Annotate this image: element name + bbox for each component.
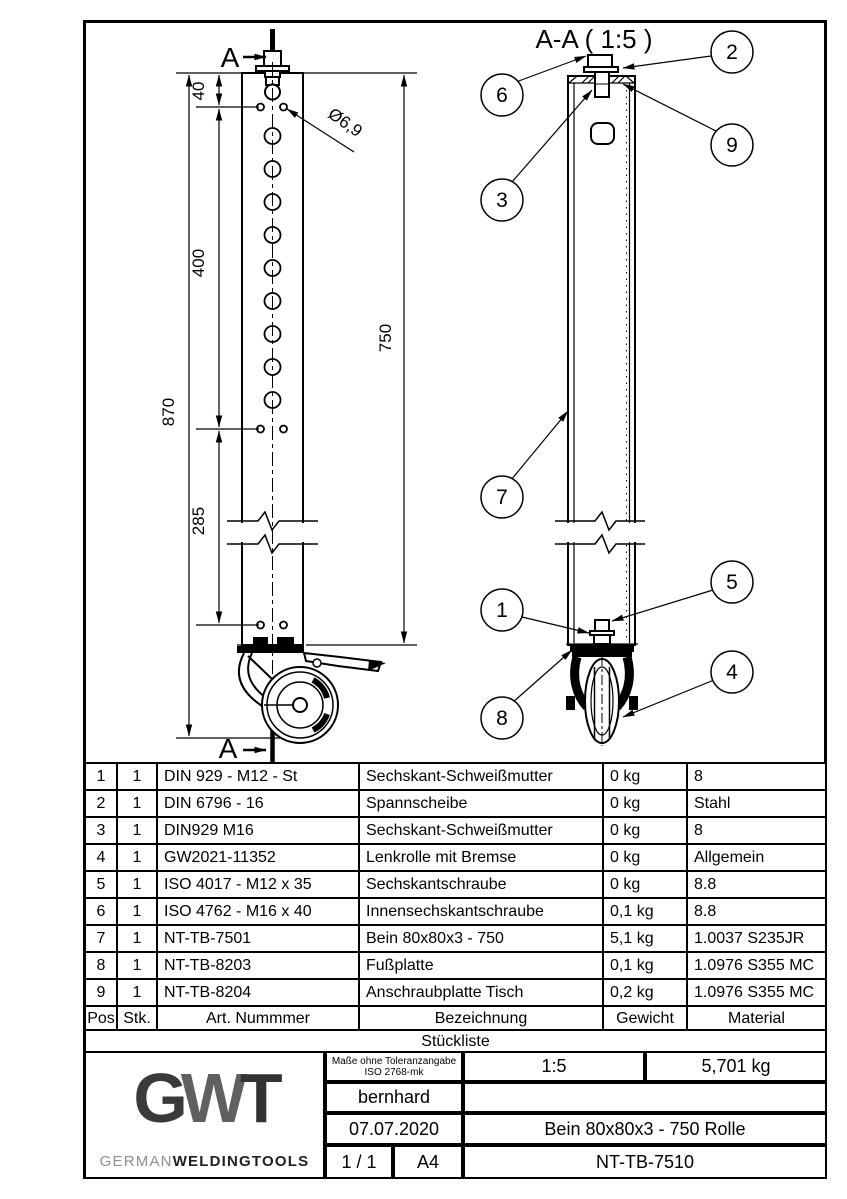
wheel-hub <box>293 698 307 712</box>
cell-art: NT-TB-7501 <box>158 926 360 953</box>
cell-art: DIN 6796 - 16 <box>158 791 360 818</box>
cell-pos: 5 <box>84 872 118 899</box>
cell-qty: 1 <box>118 899 158 926</box>
section-view <box>481 24 753 746</box>
tolerance-note: Maße ohne Toleranzangabe ISO 2768-mk <box>325 1051 463 1082</box>
header-desc: Bezeichnung <box>360 1007 604 1031</box>
drawing-number: NT-TB-7510 <box>463 1145 827 1179</box>
cell-qty: 1 <box>118 953 158 980</box>
cell-weight: 0,1 kg <box>604 953 688 980</box>
cell-weight: 0 kg <box>604 845 688 872</box>
company-name: GERMANWELDINGTOOLS <box>99 1153 310 1170</box>
header-pos: Pos <box>84 1007 118 1031</box>
cell-weight: 0 kg <box>604 818 688 845</box>
parts-list-title: Stückliste <box>84 1031 827 1054</box>
cell-qty: 1 <box>118 764 158 791</box>
screw-head <box>588 55 612 67</box>
cell-desc: Innensechskantschraube <box>360 899 604 926</box>
cell-material: 1.0976 S355 MC <box>688 980 827 1007</box>
cell-pos: 1 <box>84 764 118 791</box>
paper-format: A4 <box>393 1145 463 1179</box>
foot-plate <box>570 645 634 652</box>
cell-weight: 0 kg <box>604 764 688 791</box>
drawing-date: 07.07.2020 <box>325 1113 463 1145</box>
dim-400-label: 400 <box>189 248 208 278</box>
svg-text:A: A <box>218 733 238 763</box>
cell-art: NT-TB-8203 <box>158 953 360 980</box>
cell-art: ISO 4017 - M12 x 35 <box>158 872 360 899</box>
cell-pos: 2 <box>84 791 118 818</box>
cell-pos: 4 <box>84 845 118 872</box>
balloon-2: 2 <box>726 41 738 64</box>
cell-pos: 8 <box>84 953 118 980</box>
dim-870-label: 870 <box>159 397 178 427</box>
bottom-nut <box>594 635 610 644</box>
cell-desc: Fußplatte <box>360 953 604 980</box>
hole-diameter-label: Ø6,9 <box>324 104 366 141</box>
balloon-3: 3 <box>496 189 508 212</box>
title-block <box>84 1051 827 1179</box>
balloon-6: 6 <box>496 84 508 107</box>
bottom-screw-head <box>595 620 609 631</box>
cell-weight: 0 kg <box>604 791 688 818</box>
author-name: bernhard <box>325 1082 463 1113</box>
dim-40-label: 40 <box>189 81 208 101</box>
balloon-7: 7 <box>496 486 508 509</box>
balloon-1: 1 <box>496 599 508 622</box>
cell-desc: Spannscheibe <box>360 791 604 818</box>
front-view <box>159 29 417 763</box>
balloon-5: 5 <box>726 571 738 594</box>
cell-material: Allgemein <box>688 845 827 872</box>
cell-material: 8 <box>688 818 827 845</box>
gwt-logo: GWT <box>133 1059 276 1137</box>
break-gap <box>566 523 637 542</box>
cell-weight: 0,1 kg <box>604 899 688 926</box>
cell-qty: 1 <box>118 818 158 845</box>
balloon-4: 4 <box>726 661 738 684</box>
cell-weight: 0,2 kg <box>604 980 688 1007</box>
cell-art: ISO 4762 - M16 x 40 <box>158 899 360 926</box>
company-logo-cell <box>84 1051 325 1179</box>
cell-qty: 1 <box>118 926 158 953</box>
svg-text:A: A <box>220 42 240 73</box>
header-weight: Gewicht <box>604 1007 688 1031</box>
cell-pos: 7 <box>84 926 118 953</box>
leg-section-outline <box>568 76 635 645</box>
cell-pos: 3 <box>84 818 118 845</box>
cell-art: DIN 929 - M12 - St <box>158 764 360 791</box>
header-qty: Stk. <box>118 1007 158 1031</box>
cell-pos: 6 <box>84 899 118 926</box>
scale-value: 1:5 <box>463 1051 645 1082</box>
cell-qty: 1 <box>118 845 158 872</box>
empty-cell <box>463 1082 827 1113</box>
cell-desc: Sechskantschraube <box>360 872 604 899</box>
cell-qty: 1 <box>118 980 158 1007</box>
parts-list-table <box>84 762 827 1054</box>
cell-qty: 1 <box>118 791 158 818</box>
cell-material: 1.0976 S355 MC <box>688 953 827 980</box>
cell-art: GW2021-11352 <box>158 845 360 872</box>
header-art: Art. Nummmer <box>158 1007 360 1031</box>
cell-material: 1.0037 S235JR <box>688 926 827 953</box>
balloon-9: 9 <box>726 134 738 157</box>
cell-desc: Bein 80x80x3 - 750 <box>360 926 604 953</box>
caster-plate <box>237 646 304 653</box>
cell-pos: 9 <box>84 980 118 1007</box>
cell-art: NT-TB-8204 <box>158 980 360 1007</box>
cell-art: DIN929 M16 <box>158 818 360 845</box>
cell-weight: 0 kg <box>604 872 688 899</box>
section-view-title: A-A ( 1:5 ) <box>535 24 653 54</box>
slot-hole <box>591 123 614 144</box>
cell-material: 8 <box>688 764 827 791</box>
weight-value: 5,701 kg <box>645 1051 827 1082</box>
cell-material: 8.8 <box>688 899 827 926</box>
caster-side-view <box>237 637 386 743</box>
dim-285-label: 285 <box>189 506 208 536</box>
cell-material: 8.8 <box>688 872 827 899</box>
cell-material: Stahl <box>688 791 827 818</box>
dim-750-label: 750 <box>376 323 395 353</box>
header-material: Material <box>688 1007 827 1031</box>
cell-desc: Lenkrolle mit Bremse <box>360 845 604 872</box>
balloon-8: 8 <box>496 707 508 730</box>
sheet-number: 1 / 1 <box>325 1145 393 1179</box>
cell-qty: 1 <box>118 872 158 899</box>
cell-weight: 5,1 kg <box>604 926 688 953</box>
part-title: Bein 80x80x3 - 750 Rolle <box>463 1113 827 1145</box>
cell-desc: Sechskant-Schweißmutter <box>360 818 604 845</box>
cell-desc: Sechskant-Schweißmutter <box>360 764 604 791</box>
cell-desc: Anschraubplatte Tisch <box>360 980 604 1007</box>
